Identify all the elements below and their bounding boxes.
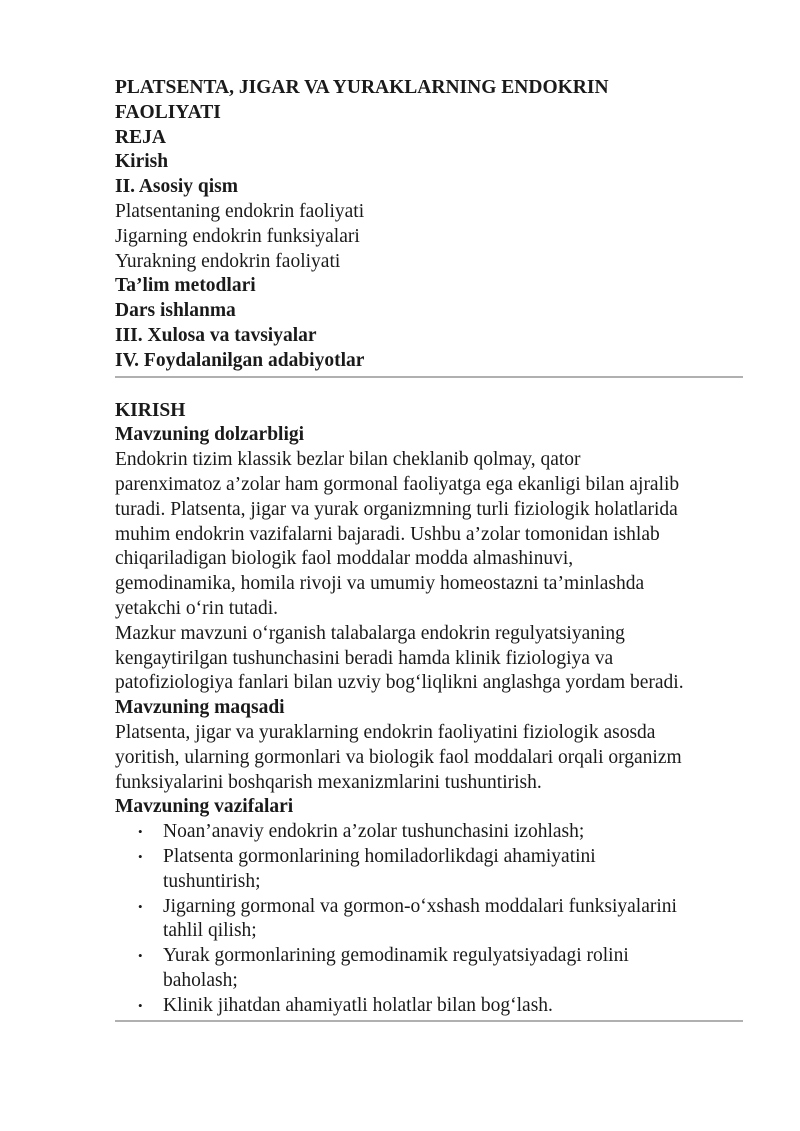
goal-paragraph xyxy=(115,721,745,795)
text-line: chiqariladigan biologik faol moddalar modda almashinuvi, xyxy=(115,548,574,570)
list-item xyxy=(138,944,745,994)
bullet-icon: • xyxy=(138,898,143,914)
tasks-list xyxy=(115,820,745,1018)
text-line: Klinik jihatdan ahamiyatli holatlar bilan bog‘lash. xyxy=(163,994,553,1016)
document-page xyxy=(115,76,745,1022)
bullet-icon: • xyxy=(138,997,143,1013)
relevance-heading: Mavzuning dolzarbligi xyxy=(115,424,305,446)
text-line: Jigarning gormonal va gormon-o‘xshash moddalari funksiyalarini xyxy=(163,895,677,917)
goal-heading: Mavzuning maqsadi xyxy=(115,697,285,719)
plan-topic-liver: Jigarning endokrin funksiyalari xyxy=(115,225,360,247)
text-line: Platsenta gormonlarining homiladorlikdagi ahamiyatini xyxy=(163,845,596,867)
plan-item-methods: Ta’lim metodlari xyxy=(115,275,256,297)
document-title-continued: FAOLIYATI xyxy=(115,101,221,123)
tasks-heading: Mavzuning vazifalari xyxy=(115,796,294,818)
relevance-paragraph-1 xyxy=(115,448,745,622)
bullet-icon: • xyxy=(138,948,143,964)
list-item xyxy=(138,820,745,845)
list-item xyxy=(138,845,745,895)
plan-item-conclusion: III. Xulosa va tavsiyalar xyxy=(115,324,317,346)
text-line: muhim endokrin vazifalarni bajaradi. Ushbu a’zolar tomonidan ishlab xyxy=(115,523,660,545)
intro-heading: KIRISH xyxy=(115,399,186,421)
plan-item-main-part: II. Asosiy qism xyxy=(115,176,238,198)
plan-topic-heart: Yurakning endokrin faoliyati xyxy=(115,250,341,272)
bullet-icon: • xyxy=(138,824,143,840)
list-item xyxy=(138,994,745,1019)
section-spacer xyxy=(115,378,745,399)
text-line: yetakchi o‘rin tutadi. xyxy=(115,597,278,619)
plan-item-lesson-plan: Dars ishlanma xyxy=(115,300,236,322)
text-line: Mazkur mavzuni o‘rganish talabalarga endokrin regulyatsiyaning xyxy=(115,622,625,644)
plan-topic-placenta: Platsentaning endokrin faoliyati xyxy=(115,200,365,222)
plan-item-references: IV. Foydalanilgan adabiyotlar xyxy=(115,349,365,371)
text-line: baholash; xyxy=(163,969,238,991)
text-line: Endokrin tizim klassik bezlar bilan cheklanib qolmay, qator xyxy=(115,449,581,471)
text-line: Yurak gormonlarining gemodinamik regulyatsiyadagi rolini xyxy=(163,945,629,967)
text-line: patofiziologiya fanlari bilan uzviy bog‘liqlikni anglashga yordam beradi. xyxy=(115,672,684,694)
text-line: funksiyalarini boshqarish mexanizmlarini tushuntirish. xyxy=(115,771,542,793)
plan-item-intro: Kirish xyxy=(115,151,169,173)
section-divider xyxy=(115,1020,743,1022)
text-line: Noan’anaviy endokrin a’zolar tushunchasini izohlash; xyxy=(163,821,585,843)
text-line: parenximatoz a’zolar ham gormonal faoliyatga ega ekanligi bilan ajralib xyxy=(115,473,680,495)
text-line: tushuntirish; xyxy=(163,870,261,892)
text-line: yoritish, ularning gormonlari va biologik faol moddalari orqali organizm xyxy=(115,746,682,768)
text-line: gemodinamika, homila rivoji va umumiy homeostazni ta’minlashda xyxy=(115,573,645,595)
text-line: Platsenta, jigar va yuraklarning endokrin faoliyatini fiziologik asosda xyxy=(115,721,656,743)
bullet-icon: • xyxy=(138,848,143,864)
text-line: tahlil qilish; xyxy=(163,920,257,942)
relevance-paragraph-2 xyxy=(115,622,745,696)
document-title: PLATSENTA, JIGAR VA YURAKLARNING ENDOKRIN xyxy=(115,77,609,98)
text-line: kengaytirilgan tushunchasini beradi hamda klinik fiziologiya va xyxy=(115,647,614,669)
text-line: turadi. Platsenta, jigar va yurak organizmning turli fiziologik holatlarida xyxy=(115,498,678,520)
plan-heading: REJA xyxy=(115,126,166,148)
list-item xyxy=(138,895,745,945)
